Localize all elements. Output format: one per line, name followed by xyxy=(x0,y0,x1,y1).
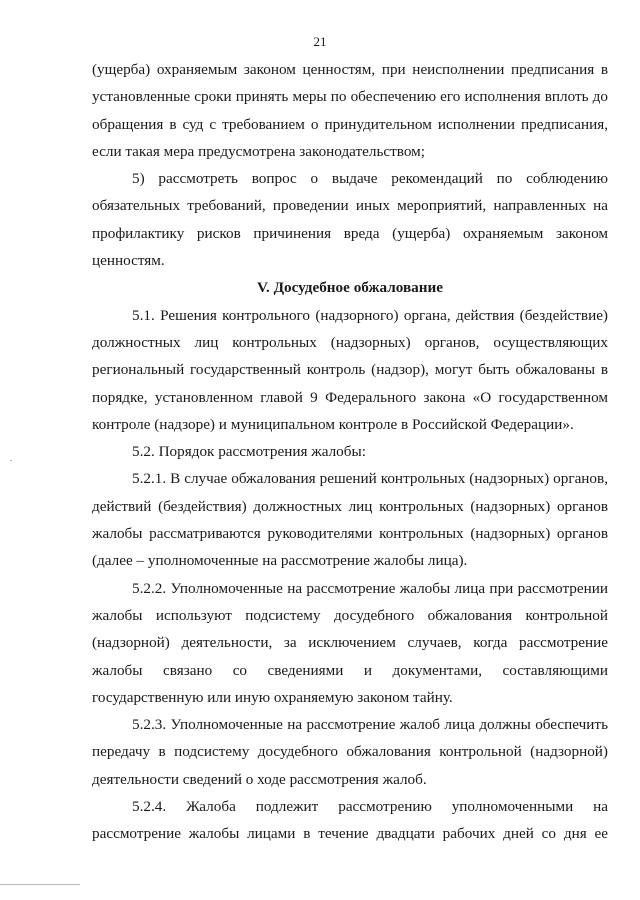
paragraph-continuation: (ущерба) охраняемым законом ценностям, при неисполнении предписания в установленные сроки принять меры по обеспечению его исполнения вплоть до обращения в суд с требованием о принудительном исполнении предписания, если такая мера предусмотрена законодательством; xyxy=(92,61,608,160)
paragraph-5-1: 5.1. Решения контрольного (надзорного) органа, действия (бездействие) должностных лиц контрольных (надзорных) органов, осуществляющих региональный государственный контроль (надзор), могут быть обжалованы в порядке, установленном главой 9 Федерального закона «О государственном контроле (надзоре) и муниципальном контроле в Российской Федерации». xyxy=(92,306,608,433)
paragraph-5-2: 5.2. Порядок рассмотрения жалобы: xyxy=(132,443,366,461)
scan-edge-mark xyxy=(0,884,80,885)
page-content xyxy=(92,56,608,848)
paragraph-5-2-4: 5.2.4. Жалоба подлежит рассмотрению уполномоченными на рассмотрение жалобы лицами в течение двадцати рабочих дней со дня ее xyxy=(92,798,608,843)
paragraph-5-2-2: 5.2.2. Уполномоченные на рассмотрение жалобы лица при рассмотрении жалобы используют подсистему досудебного обжалования контрольной (надзорной) деятельности, за исключением случаев, когда рассмотрение жалобы связано со сведениями и документами, составляющими государственную или иную охраняемую законом тайну. xyxy=(92,579,608,706)
scan-dot-mark xyxy=(10,460,12,461)
paragraph-item-5: 5) рассмотреть вопрос о выдаче рекомендаций по соблюдению обязательных требований, проведении иных мероприятий, направленных на профилактику рисков причинения вреда (ущерба) охраняемым законом ценностям. xyxy=(92,170,608,270)
paragraph-5-2-1: 5.2.1. В случае обжалования решений контрольных (надзорных) органов, действий (бездействия) должностных лиц контрольных (надзорных) органов жалобы рассматриваются руководителями контрольных (надзорных) органов (далее – уполномоченные на рассмотрение жалобы лица). xyxy=(92,470,608,570)
paragraph-5-2-3: 5.2.3. Уполномоченные на рассмотрение жалоб лица должны обеспечить передачу в подсистему досудебного обжалования контрольной (надзорной) деятельности сведений о ходе рассмотрения жалоб. xyxy=(92,716,608,788)
page-number: 21 xyxy=(313,34,327,49)
section-heading: V. Досудебное обжалование xyxy=(256,279,444,297)
